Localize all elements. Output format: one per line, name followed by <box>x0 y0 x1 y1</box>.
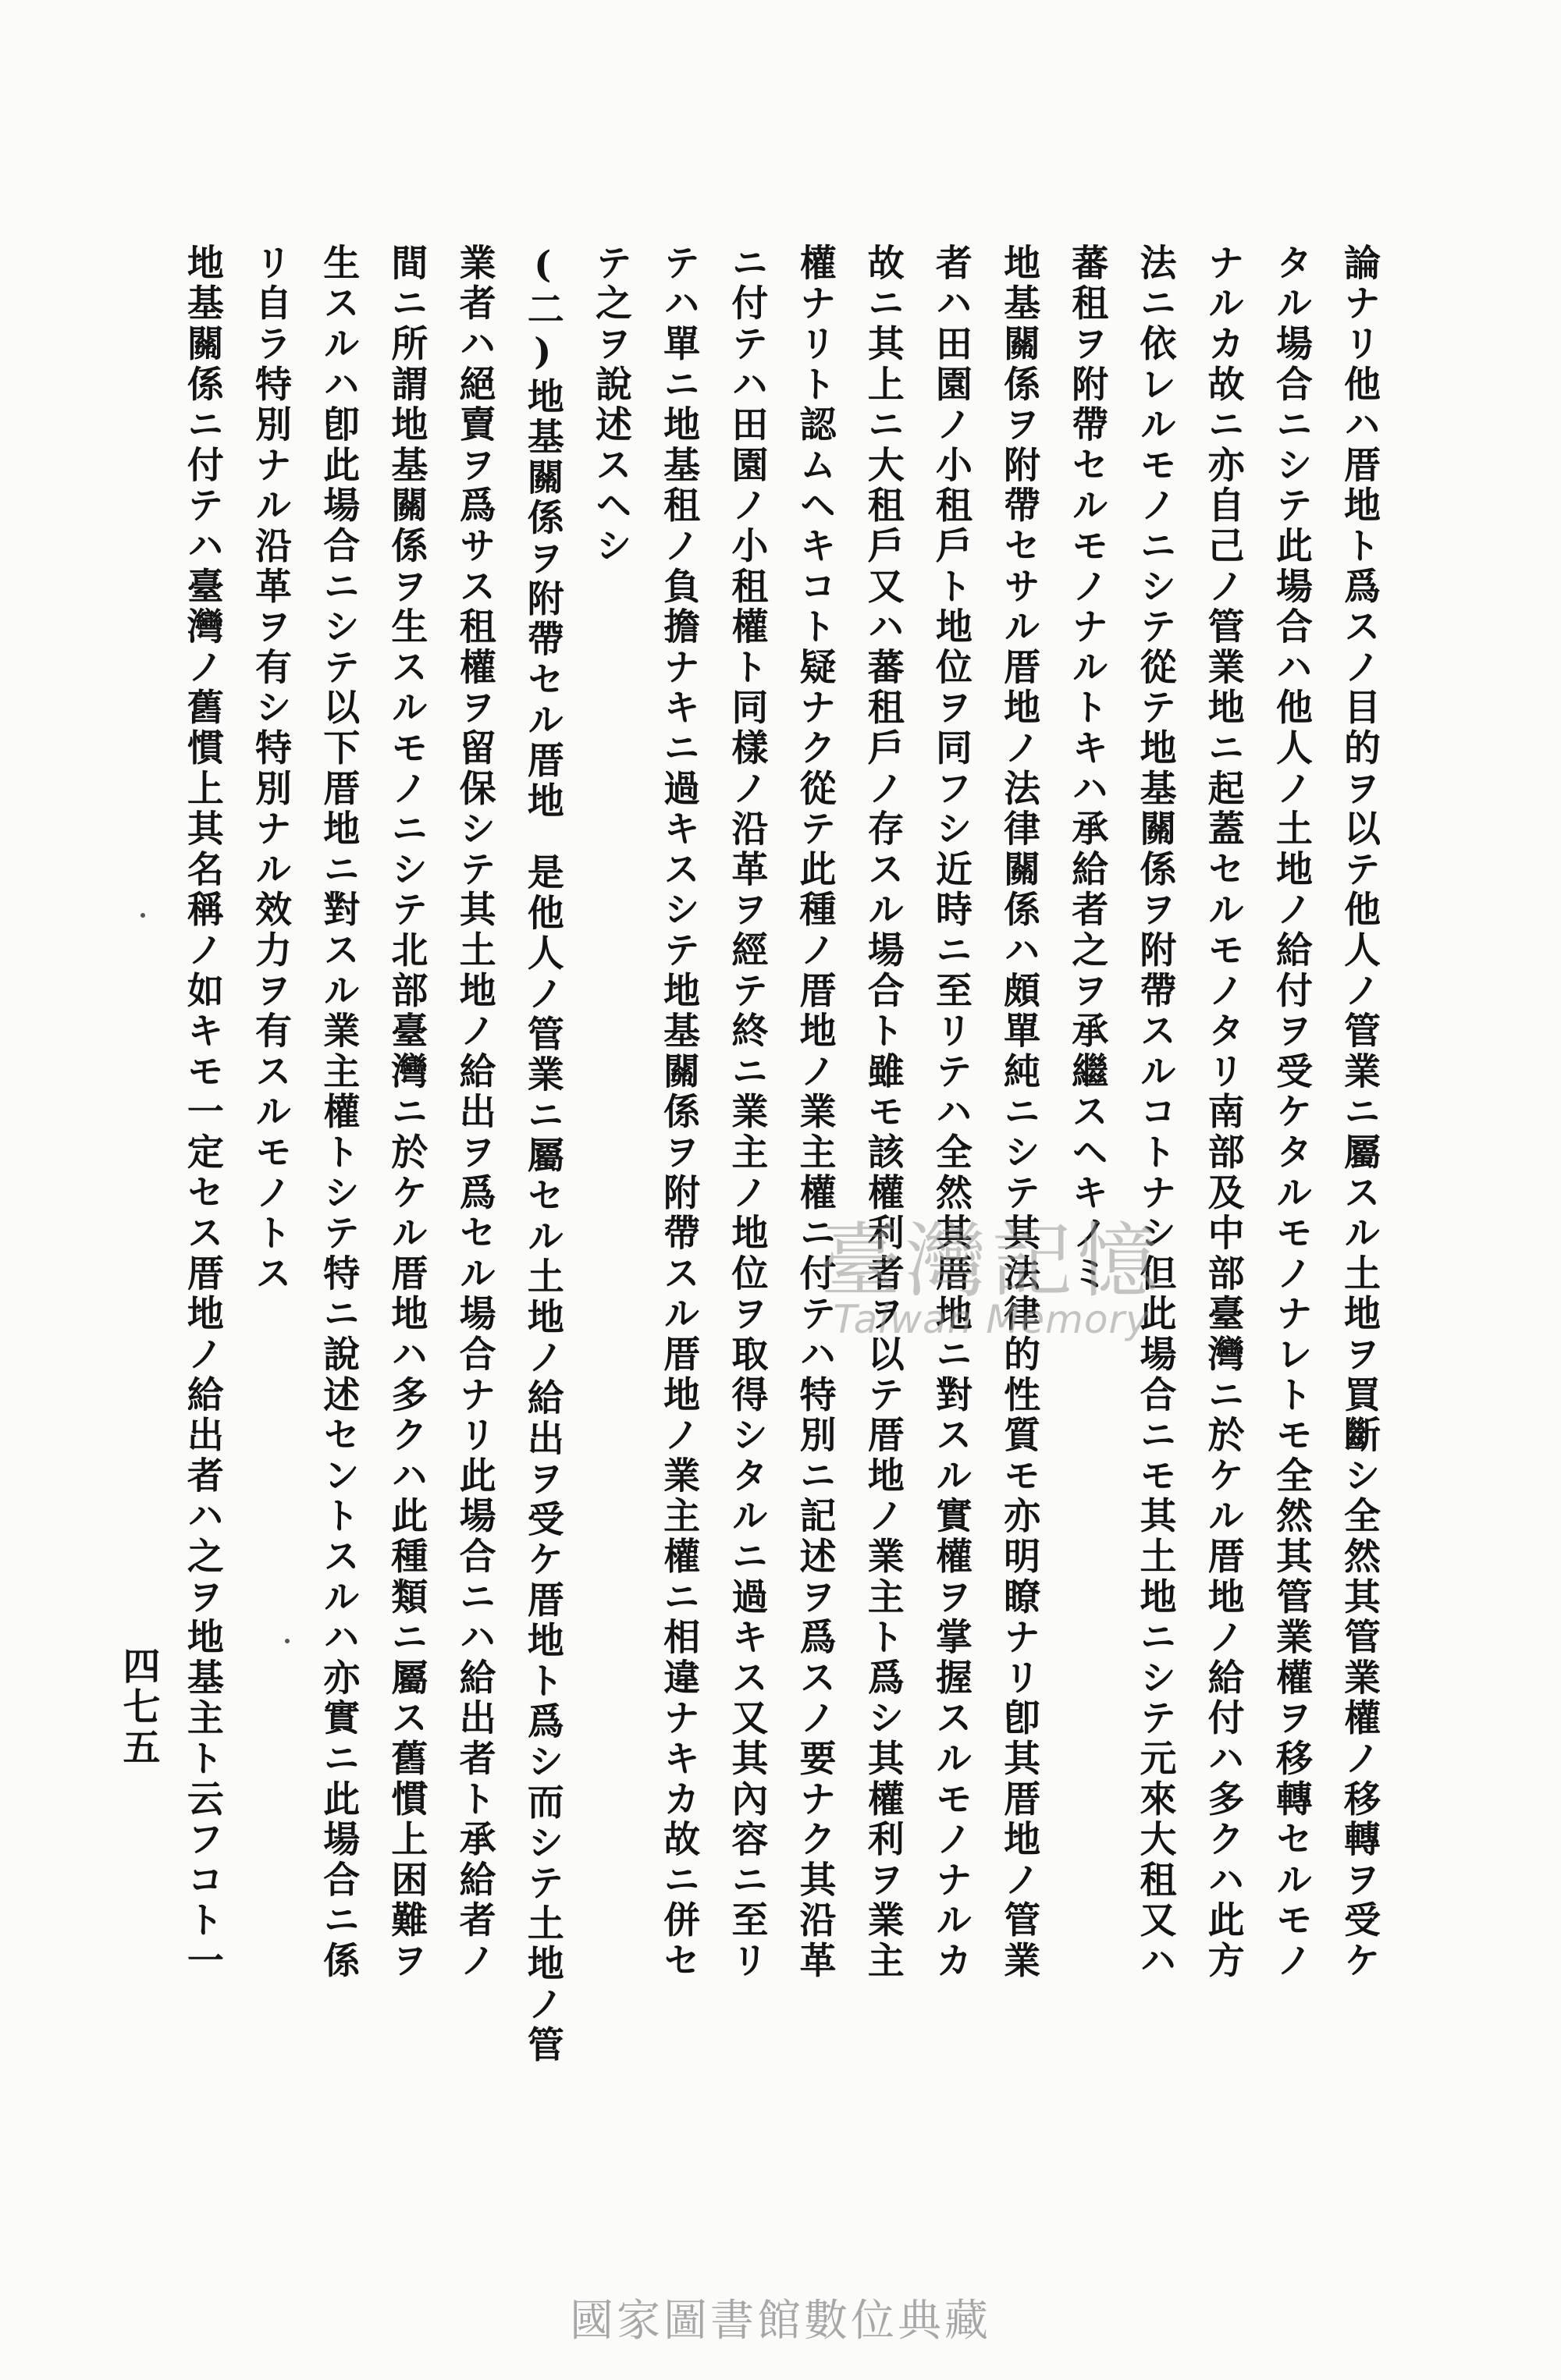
text-column: 者ハ田園ノ小租戶ト地位ヲ同フシ近時ニ至リテハ全然其厝地ニ對スル實權ヲ掌握スルモノナルカ <box>929 243 973 1982</box>
watermark-cn: 臺灣記憶 <box>819 1213 1163 1309</box>
text-column: 地基關係ヲ附帶セサル厝地ノ法律關係ハ頗單純ニシテ其法律的性質モ亦明瞭ナリ卽其厝地ノ管業 <box>997 243 1041 1982</box>
text-column: テハ單ニ地基租ノ負擔ナキニ過キスシテ地基關係ヲ附帶スル厝地ノ業主權ニ相違ナキカ故ニ併セ <box>657 243 701 1982</box>
text-column: 業者ハ絕賣ヲ爲サス租權ヲ留保シテ其土地ノ給出ヲ爲セル場合ナリ此場合ニハ給出者ト承給者ノ <box>453 243 496 1982</box>
text-column: 蕃租ヲ附帶セルモノナルトキハ承給者之ヲ承繼スヘキノミ <box>1065 243 1109 1295</box>
text-column: 法ニ依レルモノニシテ從テ地基關係ヲ附帶スルコトナシ但此場合ニモ其土地ニシテ元來大租又ハ <box>1133 243 1177 1982</box>
text-column: 生スルハ卽此場合ニシテ以下厝地ニ對スル業主權トシテ特ニ說述セントスルハ亦實ニ此場合ニ係 <box>317 243 361 1982</box>
watermark-en: Taiwan Memory <box>833 1297 1150 1342</box>
text-column: 間ニ所謂地基關係ヲ生スルモノニシテ北部臺灣ニ於ケル厝地ハ多クハ此種類ニ屬ス舊慣上困難ヲ <box>385 243 428 1982</box>
page-number: 四七五 <box>116 1646 160 1768</box>
vertical-text-block <box>168 243 1393 2140</box>
text-column: 權ナリト認ムヘキコト疑ナク從テ此種ノ厝地ノ業主權ニ付テハ特別ニ記述ヲ爲スノ要ナク其沿革 <box>793 243 837 1982</box>
scan-speck <box>285 1639 290 1643</box>
text-column: テ之ヲ說述スヘシ <box>588 243 632 567</box>
text-column: 地基關係ニ付テハ臺灣ノ舊慣上其名稱ノ如キモ一定セス厝地ノ給出者ハ之ヲ地基主ト云フコト一 <box>180 243 224 1982</box>
text-column: ニ付テハ田園ノ小租權ト同樣ノ沿革ヲ經テ終ニ業主ノ地位ヲ取得シタルニ過キス又其內容ニ至リ <box>725 243 769 1982</box>
library-footer: 國家圖書館數位典藏 <box>570 2296 991 2346</box>
scan-speck <box>140 913 145 918</box>
section-title: 地基關係ヲ附帶セル厝地 <box>521 377 564 822</box>
section-intro-text: 是他人ノ管業ニ屬セル土地ノ給出ヲ受ケ厝地ト爲シ而シテ土地ノ管 <box>521 853 564 2066</box>
text-column: リ自ラ特別ナル沿革ヲ有シ特別ナル效力ヲ有スルモノトス <box>249 243 292 1295</box>
section-heading-line <box>509 243 577 2140</box>
text-column: タル場合ニシテ此場合ハ他人ノ土地ノ給付ヲ受ケタルモノナレトモ全然其管業權ヲ移轉セルモノ <box>1269 243 1313 1982</box>
text-column: 論ナリ他ハ厝地ト爲スノ目的ヲ以テ他人ノ管業ニ屬スル土地ヲ買斷シ全然其管業權ノ移轉ヲ受ケ <box>1338 243 1381 1982</box>
text-column: ナルカ故ニ亦自己ノ管業地ニ起蓋セルモノタリ南部及中部臺灣ニ於ケル厝地ノ給付ハ多クハ此方 <box>1201 243 1245 1982</box>
section-number: (二) <box>521 243 564 378</box>
text-column: 故ニ其上ニ大租戶又ハ蕃租戶ノ存スル場合ト雖モ該權利者ヲ以テ厝地ノ業主ト爲シ其權利ヲ業主 <box>861 243 905 1982</box>
